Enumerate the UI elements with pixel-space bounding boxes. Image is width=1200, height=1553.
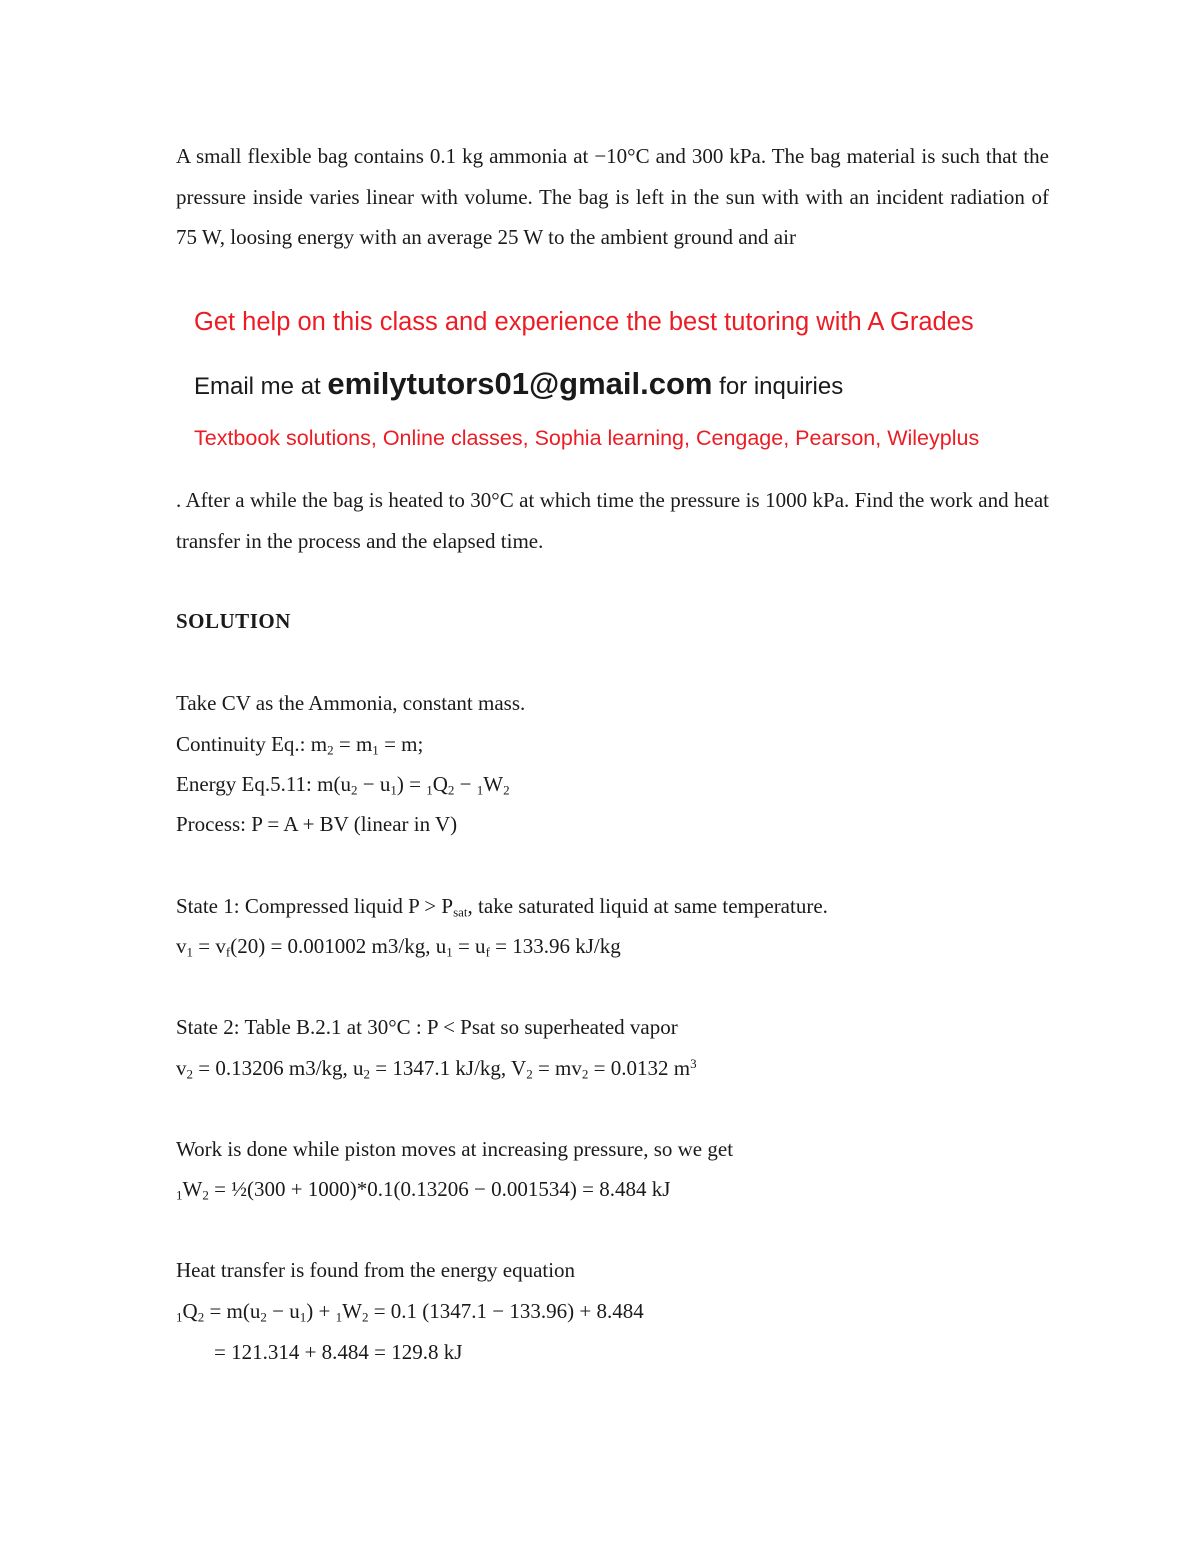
state1-values: $v_1 = v_f(20) = 0.001002$ m3/kg, $u_1 = u_f = 133.96$ kJ/kg <box>176 934 621 960</box>
state2-values: $v_2 = 0.13206$ m3/kg, $u_2 = 1347.1$ kJ/kg, $V_2 = mv_2 = 0.0132$ $m^3$ <box>176 1055 697 1082</box>
problem-intro-paragraph: A small flexible bag contains 0.1 kg ammonia at −10°C and 300 kPa. The bag material is such that the pressure inside varies linear with volume. The bag is left in the sun with with an incident radiation of 75 W, loosing energy with an average 25 W to the ambient ground and air <box>176 144 1049 250</box>
heat-result: = 121.314 + 8.484 = 129.8 kJ <box>214 1340 463 1364</box>
heat-equation: $1Q_2 = m(u_2 - u_1) + 1W_2 = 0.1$ (1347.1 − 133.96) + 8.484 <box>176 1299 644 1325</box>
state1-description: State 1: Compressed liquid $P > P_{sat}$, take saturated liquid at same temperature. <box>176 894 828 920</box>
process-equation: Process: P = A + BV (linear in V) <box>176 812 458 836</box>
work-equation: $1W_2$ = ½(300 + 1000)*0.1(0.13206 − 0.001534) = 8.484 kJ <box>176 1177 671 1203</box>
ad-tutoring-line: Get help on this class and experience the best tutoring with A Grades <box>194 308 974 336</box>
problem-continuation-paragraph: . After a while the bag is heated to 30°C at which time the pressure is 1000 kPa. Find the work and heat transfer in the process and the elapsed time. <box>176 488 1049 553</box>
control-volume-line: Take CV as the Ammonia, constant mass. <box>176 691 526 715</box>
continuity-equation: Continuity Eq.: $m_2 = m_1 = m$; <box>176 732 424 758</box>
ad-email-prefix: Email me at <box>194 373 328 400</box>
ad-email-address: emilytutors01@gmail.com <box>327 366 713 401</box>
state2-description: State 2: Table B.2.1 at 30°C : P < Psat so superheated vapor <box>176 1015 678 1039</box>
ad-services-line: Textbook solutions, Online classes, Sophia learning, Cengage, Pearson, Wileyplus <box>194 426 980 450</box>
work-intro: Work is done while piston moves at increasing pressure, so we get <box>176 1137 734 1161</box>
solution-heading: SOLUTION <box>176 609 291 633</box>
heat-intro: Heat transfer is found from the energy equation <box>176 1258 576 1282</box>
ad-email-suffix: for inquiries <box>712 373 844 400</box>
ad-email-line <box>194 366 843 402</box>
energy-equation: Energy Eq.5.11: $m(u_2 - u_1) = 1Q_2 - 1W_2$ <box>176 772 510 798</box>
